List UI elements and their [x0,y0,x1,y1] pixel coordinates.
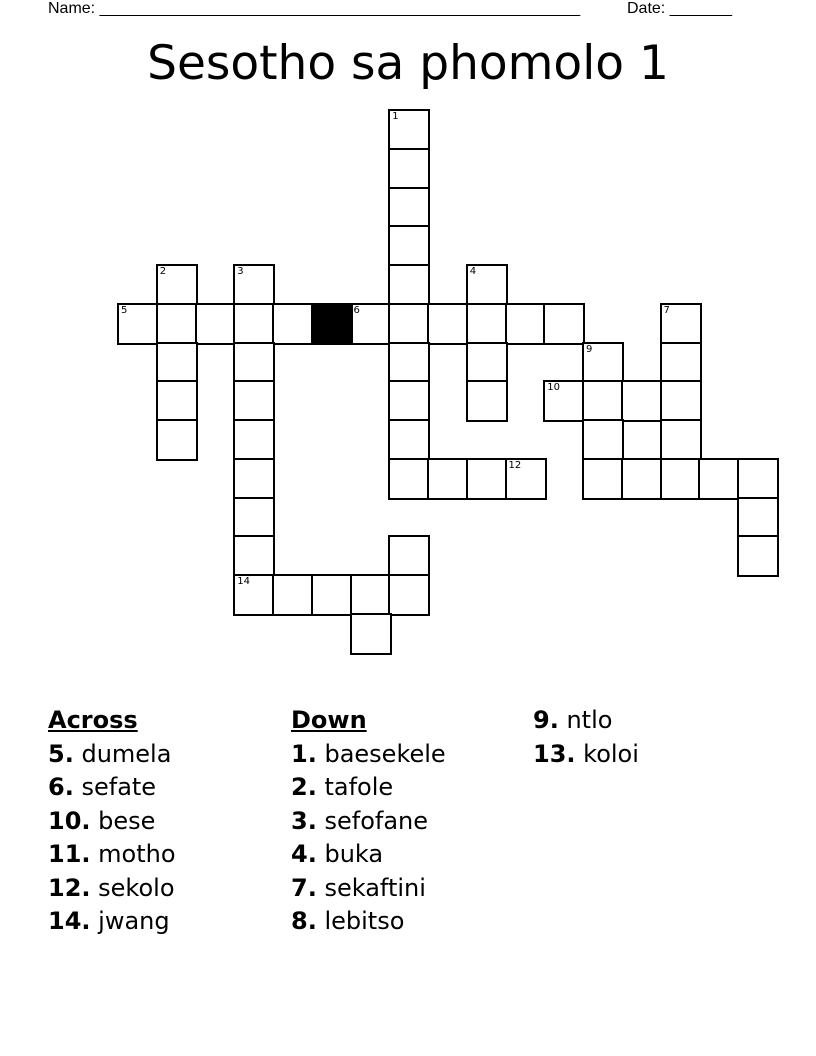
grid-cell[interactable] [233,303,275,345]
grid-cell[interactable] [272,574,314,616]
grid-cell[interactable] [427,303,469,345]
clue-number: 6. [48,773,74,801]
clue-item [291,838,446,872]
date-line: Date: _______ [627,0,732,17]
clue-number: 12. [48,873,91,902]
clue-item [291,905,446,939]
clue-number: 5. [48,739,74,768]
grid-cell[interactable] [737,458,779,500]
clue-item [291,738,446,772]
clue-number-label: 9 [586,343,593,355]
clue-number: 14. [48,907,91,935]
clue-text: jwang [98,907,170,935]
clue-number: 1. [291,739,317,768]
grid-cell[interactable] [350,574,392,616]
grid-cell[interactable] [311,574,353,616]
grid-cell[interactable] [466,342,508,384]
down-heading: Down [291,706,367,734]
grid-cell[interactable] [388,419,430,461]
clue-text: ntlo [566,706,613,734]
grid-cell[interactable] [388,264,430,306]
clue-text: sekaftini [324,873,426,902]
grid-cell[interactable] [466,303,508,345]
grid-cell[interactable] [388,303,430,345]
grid-cell[interactable] [543,303,585,345]
clue-item [48,905,176,939]
grid-cell[interactable] [156,342,198,384]
grid-cell[interactable] [388,380,430,422]
grid-cell[interactable] [233,419,275,461]
clue-number: 11. [48,840,91,868]
grid-cell[interactable] [737,535,779,577]
grid-cell[interactable] [233,380,275,422]
grid-cell[interactable] [582,342,624,384]
grid-cell[interactable] [621,380,663,422]
clue-number: 10. [48,806,91,835]
grid-cell[interactable] [388,535,430,577]
grid-cell[interactable] [117,303,159,345]
clue-number-label: 5 [121,304,128,316]
grid-cell[interactable] [388,109,430,151]
grid-cell[interactable] [660,303,702,345]
down-clues-continued [533,704,639,771]
grid-cell[interactable] [350,303,392,345]
grid-cell[interactable] [388,342,430,384]
clue-number: 9. [533,706,559,734]
clue-number-label: 7 [663,304,670,316]
grid-cell[interactable] [233,497,275,539]
clue-item [291,872,446,906]
grid-cell[interactable] [156,303,198,345]
clue-text: sefofane [324,806,429,835]
grid-cell[interactable] [233,535,275,577]
down-clues [291,704,446,939]
grid-cell[interactable] [156,264,198,306]
grid-cell[interactable] [582,380,624,422]
grid-cell[interactable] [505,303,547,345]
grid-cell[interactable] [388,148,430,190]
grid-cell[interactable] [272,303,314,345]
clue-text: motho [98,840,176,868]
clue-number: 13. [533,739,576,768]
clue-item [48,838,176,872]
across-clues [48,704,176,939]
clue-number-label: 12 [508,459,522,471]
clue-text: dumela [81,739,172,768]
clue-item [48,771,176,805]
black-cell [311,303,353,345]
grid-cell[interactable] [233,264,275,306]
clue-item [48,872,176,906]
grid-cell[interactable] [388,574,430,616]
clue-number-label: 1 [392,111,399,122]
grid-cell[interactable] [156,380,198,422]
clue-item [48,738,176,772]
clue-text: bese [98,806,156,835]
grid-cell[interactable] [505,458,547,500]
grid-cell[interactable] [233,342,275,384]
clue-number-label: 2 [159,266,167,277]
grid-cell[interactable] [660,458,702,500]
grid-cell[interactable] [621,458,663,500]
grid-cell[interactable] [427,458,469,500]
grid-cell[interactable] [233,458,275,500]
clue-text: sefate [81,773,157,801]
clue-text: baesekele [324,739,446,768]
grid-cell[interactable] [660,380,702,422]
grid-cell[interactable] [582,458,624,500]
clue-item [533,704,639,738]
grid-cell[interactable] [660,419,702,461]
clue-text: buka [324,840,384,868]
clue-item [48,805,176,839]
clue-number-label: 14 [237,576,250,587]
clue-text: sekolo [98,873,175,902]
grid-cell[interactable] [737,497,779,539]
clue-number: 7. [291,873,317,902]
grid-cell[interactable] [350,613,392,655]
grid-cell[interactable] [466,264,508,306]
clue-text: lebitso [324,907,405,935]
clue-number: 8. [291,907,317,935]
clue-number-label: 4 [469,266,477,277]
clue-number: 4. [291,840,317,868]
clue-number: 2. [291,773,317,801]
grid-cell[interactable] [582,419,624,461]
grid-cell[interactable] [543,380,585,422]
clue-text: tafole [324,773,394,801]
clue-number: 3. [291,806,317,835]
grid-cell[interactable] [466,380,508,422]
clue-item [291,805,446,839]
grid-cell[interactable] [660,342,702,384]
clue-number-label: 10 [547,382,560,394]
clue-text: koloi [583,739,639,768]
clue-item [533,738,639,772]
grid-cell[interactable] [698,458,740,500]
clue-item [291,771,446,805]
page-title: Sesotho sa phomolo 1 [147,36,669,91]
grid-cell[interactable] [388,225,430,267]
clue-number-label: 6 [353,304,360,316]
grid-cell[interactable] [388,187,430,229]
grid-cell[interactable] [388,458,430,500]
grid-cell[interactable] [195,303,237,345]
name-line: Name: ______________________________________________________ [48,0,581,17]
grid-cell[interactable] [156,419,198,461]
clue-number-label: 3 [237,266,244,277]
grid-cell[interactable] [233,574,275,616]
across-heading: Across [48,706,138,734]
grid-cell[interactable] [466,458,508,500]
